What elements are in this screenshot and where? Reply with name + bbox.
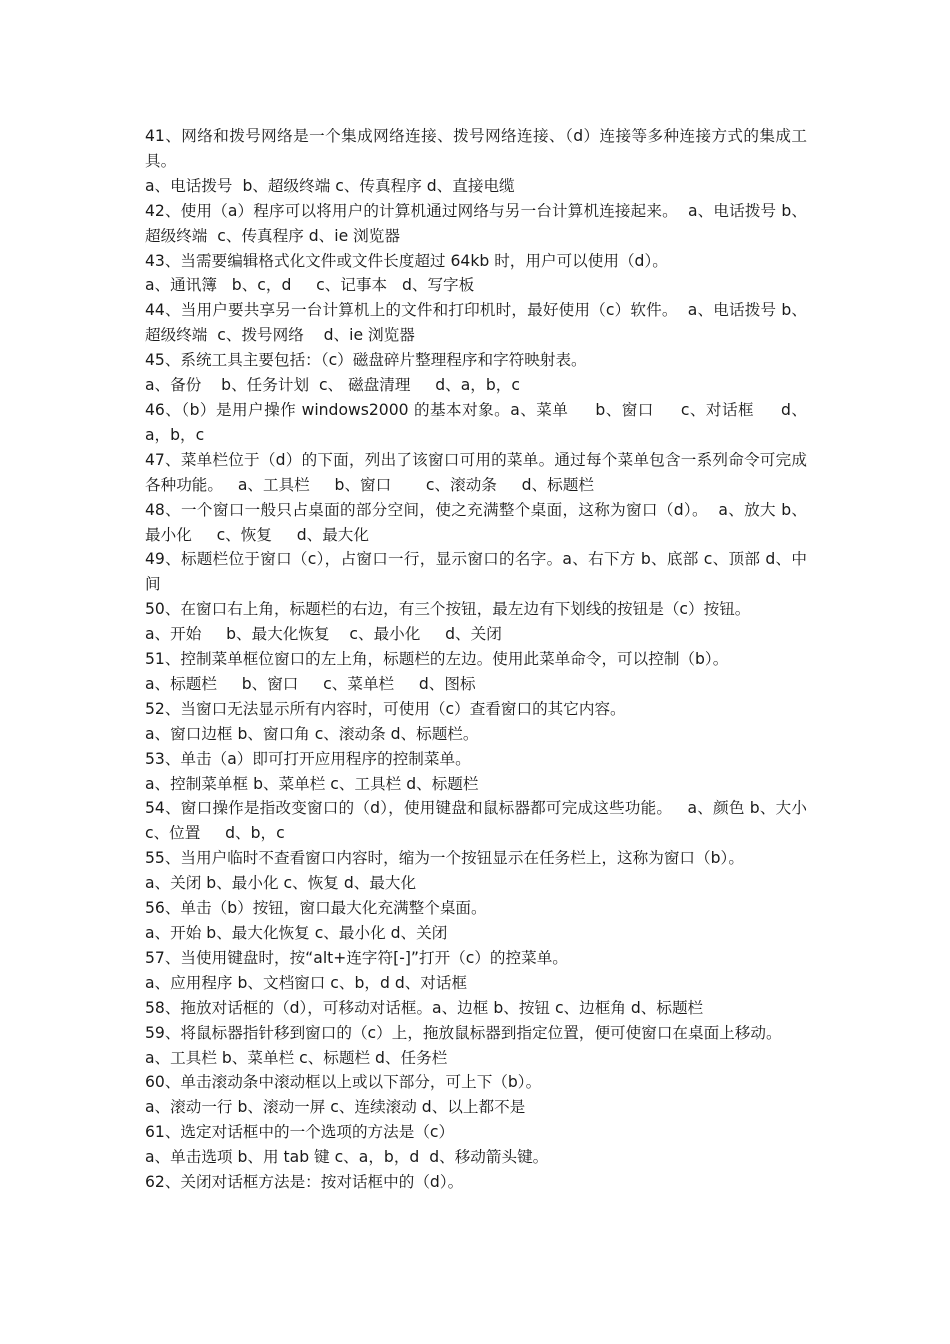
options-59: a、工具栏 b、菜单栏 c、标题栏 d、任务栏 <box>145 1048 448 1067</box>
question-55: 55、当用户临时不查看窗口内容时，缩为一个按钮显示在任务栏上，这称为窗口（b）。 <box>145 849 744 868</box>
options-56: a、开始 b、最大化恢复 c、最小化 d、关闭 <box>145 924 448 942</box>
options-51: a、标题栏 b、窗口 c、菜单栏 d、图标 <box>145 674 476 693</box>
question-47: 47、菜单栏位于（d）的下面，列出了该窗口可用的菜单。通过每个菜单包含一系列命令可完成各种功能。 a、工具栏 b、窗口 c、滚动条 d、标题栏 <box>145 450 807 494</box>
question-48: 48、一个窗口一般只占桌面的部分空间，使之充满整个桌面，这称为窗口（d）。 a、放大 b、最小化 c、恢复 d、最大化 <box>145 500 807 544</box>
question-52: 52、当窗口无法显示所有内容时，可使用（c）查看窗口的其它内容。 <box>145 699 626 718</box>
question-57: 57、当使用键盘时，按“alt+连字符[-]”打开（c）的控菜单。 <box>145 948 568 967</box>
options-50: a、开始 b、最大化恢复 c、最小化 d、关闭 <box>145 625 502 644</box>
options-43: a、通讯簿 b、c，d c、记事本 d、写字板 <box>145 276 475 295</box>
question-58: 58、拖放对话框的（d），可移动对话框。a、边框 b、按钮 c、边框角 d、标题栏 <box>145 998 704 1017</box>
question-56: 56、单击（b）按钮，窗口最大化充满整个桌面。 <box>145 899 487 918</box>
options-61: a、单击选项 b、用 tab 键 c、a，b，d d、移动箭头键。 <box>145 1148 549 1167</box>
question-54: 54、窗口操作是指改变窗口的（d），使用键盘和鼠标器都可完成这些功能。 a、颜色 b、大小 c、位置 d、b，c <box>145 799 817 843</box>
question-46: 46、（b）是用户操作 windows2000 的基本对象。a、菜单 b、窗口 c、对话框 d、a，b，c <box>145 400 807 444</box>
question-44: 44、当用户要共享另一台计算机上的文件和打印机时，最好使用（c）软件。 a、电话拨号 b、超级终端 c、拨号网络 d、ie 浏览器 <box>145 301 807 345</box>
question-42: 42、使用（a）程序可以将用户的计算机通过网络与另一台计算机连接起来。 a、电话拨号 b、超级终端 c、传真程序 d、ie 浏览器 <box>145 201 807 245</box>
options-55: a、关闭 b、最小化 c、恢复 d、最大化 <box>145 874 417 893</box>
question-53: 53、单击（a）即可打开应用程序的控制菜单。 <box>145 749 471 768</box>
document-body <box>145 124 817 1195</box>
question-45: 45、系统工具主要包括：（c）磁盘碎片整理程序和字符映射表。 <box>145 351 587 370</box>
question-50: 50、在窗口右上角，标题栏的右边，有三个按钮，最左边有下划线的按钮是（c）按钮。 <box>145 600 751 619</box>
options-45: a、备份 b、任务计划 c、 磁盘清理 d、a，b，c <box>145 376 520 395</box>
options-53: a、控制菜单框 b、菜单栏 c、工具栏 d、标题栏 <box>145 774 479 793</box>
question-59: 59、将鼠标器指针移到窗口的（c）上，拖放鼠标器到指定位置，便可使窗口在桌面上移动。 <box>145 1023 782 1042</box>
question-61: 61、选定对话框中的一个选项的方法是（c） <box>145 1123 455 1142</box>
question-60: 60、单击滚动条中滚动框以上或以下部分，可上下（b）。 <box>145 1073 542 1092</box>
options-57: a、应用程序 b、文档窗口 c、b，d d、对话框 <box>145 973 468 992</box>
question-41: 41、网络和拨号网络是一个集成网络连接、拨号网络连接、（d）连接等多种连接方式的集成工具。 <box>145 127 807 170</box>
question-49: 49、标题栏位于窗口（c），占窗口一行，显示窗口的名字。a、右下方 b、底部 c、顶部 d、中间 <box>145 550 807 594</box>
question-62: 62、关闭对话框方法是：按对话框中的（d）。 <box>145 1173 464 1192</box>
options-52: a、窗口边框 b、窗口角 c、滚动条 d、标题栏。 <box>145 724 479 743</box>
question-51: 51、控制菜单框位窗口的左上角，标题栏的左边。使用此菜单命令，可以控制（b）。 <box>145 650 729 669</box>
options-60: a、滚动一行 b、滚动一屏 c、连续滚动 d、以上都不是 <box>145 1098 526 1117</box>
question-43: 43、当需要编辑格式化文件或文件长度超过 64kb 时，用户可以使用（d）。 <box>145 251 668 270</box>
options-41: a、电话拨号 b、超级终端 c、传真程序 d、直接电缆 <box>145 176 515 195</box>
